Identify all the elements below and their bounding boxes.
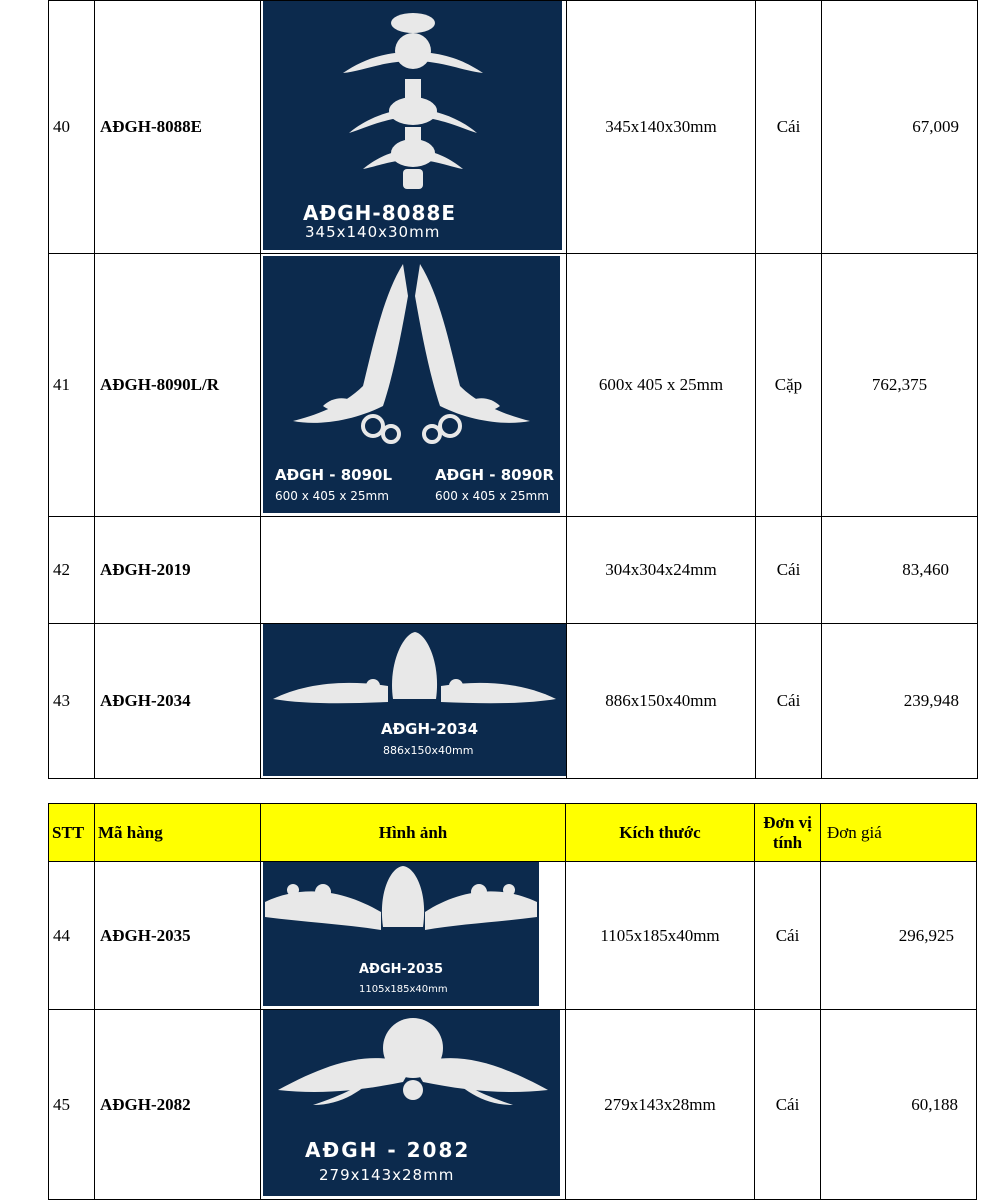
image-sublabel-left: 600 x 405 x 25mm bbox=[275, 489, 389, 503]
product-code: AĐGH-2019 bbox=[95, 517, 261, 624]
image-label: AĐGH-2035 bbox=[359, 962, 444, 977]
header-row bbox=[49, 804, 977, 862]
product-image bbox=[263, 256, 560, 513]
table-row bbox=[49, 517, 978, 624]
image-label-left: AĐGH - 8090L bbox=[275, 466, 393, 484]
header-price: Đơn giá bbox=[821, 804, 977, 862]
table-row bbox=[49, 862, 977, 1010]
ornament-graphic bbox=[263, 1010, 560, 1130]
unit-cell: Cái bbox=[756, 517, 822, 624]
image-sublabel-right: 600 x 405 x 25mm bbox=[435, 489, 549, 503]
size-cell: 279x143x28mm bbox=[566, 1010, 755, 1200]
ornament-graphic bbox=[263, 256, 560, 456]
size-cell: 304x304x24mm bbox=[567, 517, 756, 624]
product-code: AĐGH-8088E bbox=[95, 1, 261, 254]
ornament-graphic bbox=[263, 1, 562, 201]
header-code: Mã hàng bbox=[95, 804, 261, 862]
header-unit-line2: tính bbox=[772, 832, 803, 852]
table-row bbox=[49, 1010, 977, 1200]
image-sublabel: 1105x185x40mm bbox=[359, 984, 448, 995]
unit-cell: Cái bbox=[756, 624, 822, 779]
price-cell: 67,009 bbox=[822, 1, 978, 254]
header-unit-line1: Đơn vị bbox=[763, 812, 812, 832]
product-code: AĐGH-2082 bbox=[95, 1010, 261, 1200]
product-image-cell bbox=[261, 862, 566, 1010]
size-cell: 345x140x30mm bbox=[567, 1, 756, 254]
stt-cell: 45 bbox=[49, 1010, 95, 1200]
product-code: AĐGH-8090L/R bbox=[95, 254, 261, 517]
product-image-cell bbox=[261, 624, 567, 779]
table-row bbox=[49, 624, 978, 779]
product-image-cell bbox=[261, 254, 567, 517]
header-size: Kích thước bbox=[566, 804, 755, 862]
stt-cell: 41 bbox=[49, 254, 95, 517]
image-label: AĐGH-8088E bbox=[303, 201, 457, 225]
product-image-cell bbox=[261, 1010, 566, 1200]
header-unit bbox=[755, 804, 821, 862]
price-cell: 762,375 bbox=[822, 254, 978, 517]
price-cell: 239,948 bbox=[822, 624, 978, 779]
product-image-cell-empty bbox=[261, 517, 567, 624]
stt-cell: 43 bbox=[49, 624, 95, 779]
price-cell: 296,925 bbox=[821, 862, 977, 1010]
stt-cell: 42 bbox=[49, 517, 95, 624]
product-image bbox=[263, 1010, 560, 1196]
stt-cell: 44 bbox=[49, 862, 95, 1010]
size-cell: 886x150x40mm bbox=[567, 624, 756, 779]
product-image-cell bbox=[261, 1, 567, 254]
image-sublabel: 279x143x28mm bbox=[319, 1166, 455, 1184]
product-code: AĐGH-2034 bbox=[95, 624, 261, 779]
unit-cell: Cái bbox=[755, 1010, 821, 1200]
size-cell: 600x 405 x 25mm bbox=[567, 254, 756, 517]
image-label: AĐGH-2034 bbox=[381, 720, 479, 738]
unit-cell: Cái bbox=[755, 862, 821, 1010]
image-sublabel: 886x150x40mm bbox=[383, 744, 474, 757]
product-table-2 bbox=[48, 803, 977, 1200]
table-row bbox=[49, 254, 978, 517]
product-image bbox=[263, 1, 562, 250]
image-sublabel: 345x140x30mm bbox=[305, 223, 441, 241]
header-stt: STT bbox=[49, 804, 95, 862]
price-cell: 83,460 bbox=[822, 517, 978, 624]
image-label-right: AĐGH - 8090R bbox=[435, 466, 555, 484]
product-image bbox=[263, 862, 539, 1006]
ornament-graphic bbox=[263, 862, 539, 942]
ornament-graphic bbox=[263, 624, 566, 714]
image-label: AĐGH - 2082 bbox=[305, 1138, 471, 1162]
stt-cell: 40 bbox=[49, 1, 95, 254]
header-image: Hình ảnh bbox=[261, 804, 566, 862]
product-table-1 bbox=[48, 0, 978, 779]
table-row bbox=[49, 1, 978, 254]
size-cell: 1105x185x40mm bbox=[566, 862, 755, 1010]
unit-cell: Cặp bbox=[756, 254, 822, 517]
product-code: AĐGH-2035 bbox=[95, 862, 261, 1010]
price-cell: 60,188 bbox=[821, 1010, 977, 1200]
product-image bbox=[263, 624, 566, 776]
unit-cell: Cái bbox=[756, 1, 822, 254]
